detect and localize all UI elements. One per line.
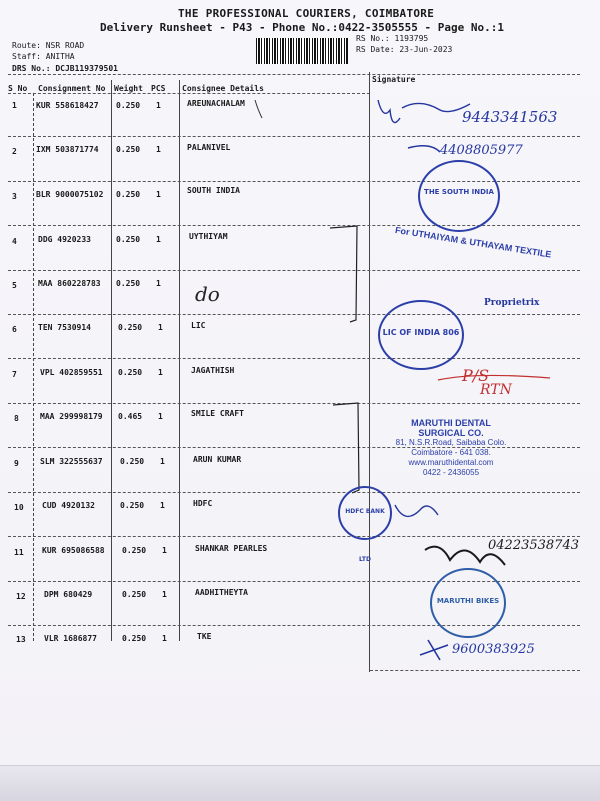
stamp-text: MARUTHI BIKES [436, 597, 500, 605]
row-consignee: AREUNACHALAM [187, 99, 245, 108]
row-pcs: 1 [158, 323, 163, 332]
row-weight: 0.250 [122, 546, 147, 555]
hdfc-stamp [338, 486, 392, 563]
row-pcs: 1 [158, 412, 163, 421]
row-weight: 0.250 [120, 457, 145, 466]
row-sno: 1 [12, 101, 17, 110]
bracket-mark [330, 226, 357, 322]
row-sno: 5 [12, 281, 17, 290]
row-weight: 0.250 [116, 190, 141, 199]
signature-scribble [378, 100, 470, 123]
row-sno: 6 [12, 325, 17, 334]
row-consignee: TKE [197, 632, 212, 641]
row-consignment: KUR 695086588 [42, 546, 105, 555]
maruthi-dental-stamp [392, 418, 510, 478]
ps-mark: P/S [462, 366, 490, 385]
rtn-mark: RTN [480, 382, 512, 398]
stamp-text: THE SOUTH INDIA [424, 188, 494, 196]
row-pcs: 1 [156, 101, 161, 110]
col-sno: S No [8, 84, 28, 93]
stamp-line: Coimbatore - 641 038. [411, 448, 491, 457]
stamp-text: LIC OF INDIA 806 [382, 328, 460, 337]
row-consignment: DPM 680429 [44, 590, 93, 599]
row-consignment: VLR 1686877 [44, 634, 97, 643]
row-weight: 0.250 [118, 368, 143, 377]
row-pcs: 1 [156, 145, 161, 154]
row-sno: 13 [16, 635, 26, 644]
row-sno: 11 [14, 548, 24, 557]
route: Route: NSR ROAD [12, 41, 85, 50]
row-consignment: VPL 402859551 [40, 368, 103, 377]
row-consignee: LIC [191, 321, 206, 330]
handwritten-phone-13: 9600383925 [452, 642, 535, 657]
row-consignee: UYTHIYAM [189, 232, 228, 241]
row-consignment: MAA 299998179 [40, 412, 103, 421]
row-weight: 0.250 [116, 279, 141, 288]
rs-date: RS Date: 23-Jun-2023 [356, 45, 453, 54]
stamp-line: www.maruthidental.com [408, 458, 494, 467]
signature-scribble [408, 146, 440, 152]
rs-number: RS No.: 1193795 [356, 34, 429, 43]
row-pcs: 1 [162, 634, 167, 643]
col-consignee: Consignee Details [182, 84, 264, 93]
signature-scribble [420, 640, 448, 660]
row-consignment: SLM 322555637 [40, 457, 103, 466]
handwritten-phone-11: 04223538743 [488, 538, 579, 553]
row-consignee: SMILE CRAFT [191, 409, 244, 418]
south-india-stamp [418, 160, 500, 232]
row-weight: 0.465 [118, 412, 143, 421]
row-pcs: 1 [162, 590, 167, 599]
row-consignee: HDFC [193, 499, 213, 508]
col-signature: Signature [372, 75, 416, 84]
row-consignment: DDG 4920233 [38, 235, 91, 244]
row-weight: 0.250 [120, 501, 145, 510]
row-consignee: PALANIVEL [187, 143, 231, 152]
row-weight: 0.250 [116, 101, 141, 110]
proprietrix-label: Proprietrix [484, 298, 540, 308]
stamp-line: SURGICAL CO. [418, 428, 484, 438]
drs-number: DRS No.: DCJB119379501 [12, 64, 118, 73]
row-consignment: TEN 7530914 [38, 323, 91, 332]
runsheet-subtitle: Delivery Runsheet - P43 - Phone No.:0422-3505555 - Page No.:1 [100, 21, 504, 34]
row-weight: 0.250 [116, 235, 141, 244]
handwritten-phone-2: 4408805977 [440, 143, 523, 158]
stamp-line: 81, N.S.R.Road, Saibaba Colo. [395, 438, 507, 447]
col-consignment: Consignment No [38, 84, 106, 93]
lic-stamp [378, 300, 464, 370]
row-weight: 0.250 [118, 323, 143, 332]
row-sno: 7 [12, 370, 17, 379]
row-pcs: 1 [158, 368, 163, 377]
row-consignee: ARUN KUMAR [193, 455, 242, 464]
bracket-mark [333, 403, 359, 493]
row-weight: 0.250 [122, 590, 147, 599]
row-consignment: IXM 503871774 [36, 145, 99, 154]
signature-scribble [395, 505, 438, 516]
row-consignee: AADHITHEYTA [195, 588, 248, 597]
row-consignment: KUR 558618427 [36, 101, 99, 110]
row-weight: 0.250 [122, 634, 147, 643]
row-pcs: 1 [162, 546, 167, 555]
row-pcs: 1 [156, 235, 161, 244]
row-sno: 4 [12, 237, 17, 246]
row-pcs: 1 [160, 457, 165, 466]
row-consignee: SHANKAR PEARLES [195, 544, 268, 553]
row-sno: 3 [12, 192, 17, 201]
row-sno: 2 [12, 147, 17, 156]
stamp-line: 0422 - 2436055 [422, 468, 480, 477]
row-consignment: BLR 9000075102 [36, 190, 104, 199]
staff: Staff: ANITHA [12, 52, 75, 61]
tick-mark [255, 100, 262, 118]
row-sno: 10 [14, 503, 24, 512]
maruthi-bikes-stamp [430, 568, 506, 638]
row-weight: 0.250 [116, 145, 141, 154]
row-pcs: 1 [156, 190, 161, 199]
company-title: THE PROFESSIONAL COURIERS, COIMBATORE [178, 7, 435, 20]
handwritten-phone-1: 9443341563 [462, 108, 558, 126]
uthaiyam-stamp: For UTHAIYAM & UTHAYAM TEXTILE [394, 225, 553, 260]
strike-mark [438, 375, 550, 380]
ditto-mark: do [195, 282, 220, 306]
row-consignee: SOUTH INDIA [187, 186, 240, 195]
col-pcs: PCS [151, 84, 166, 93]
row-sno: 9 [14, 459, 19, 468]
row-sno: 12 [16, 592, 26, 601]
col-weight: Weight [114, 84, 143, 93]
row-sno: 8 [14, 414, 19, 423]
row-pcs: 1 [156, 279, 161, 288]
stamp-text: HDFC BANK LTD [345, 508, 385, 563]
row-consignment: MAA 860228783 [38, 279, 101, 288]
row-pcs: 1 [160, 501, 165, 510]
stamp-line: MARUTHI DENTAL [411, 418, 491, 428]
row-consignee: JAGATHISH [191, 366, 235, 375]
page-edge [0, 765, 600, 801]
row-consignment: CUD 4920132 [42, 501, 95, 510]
